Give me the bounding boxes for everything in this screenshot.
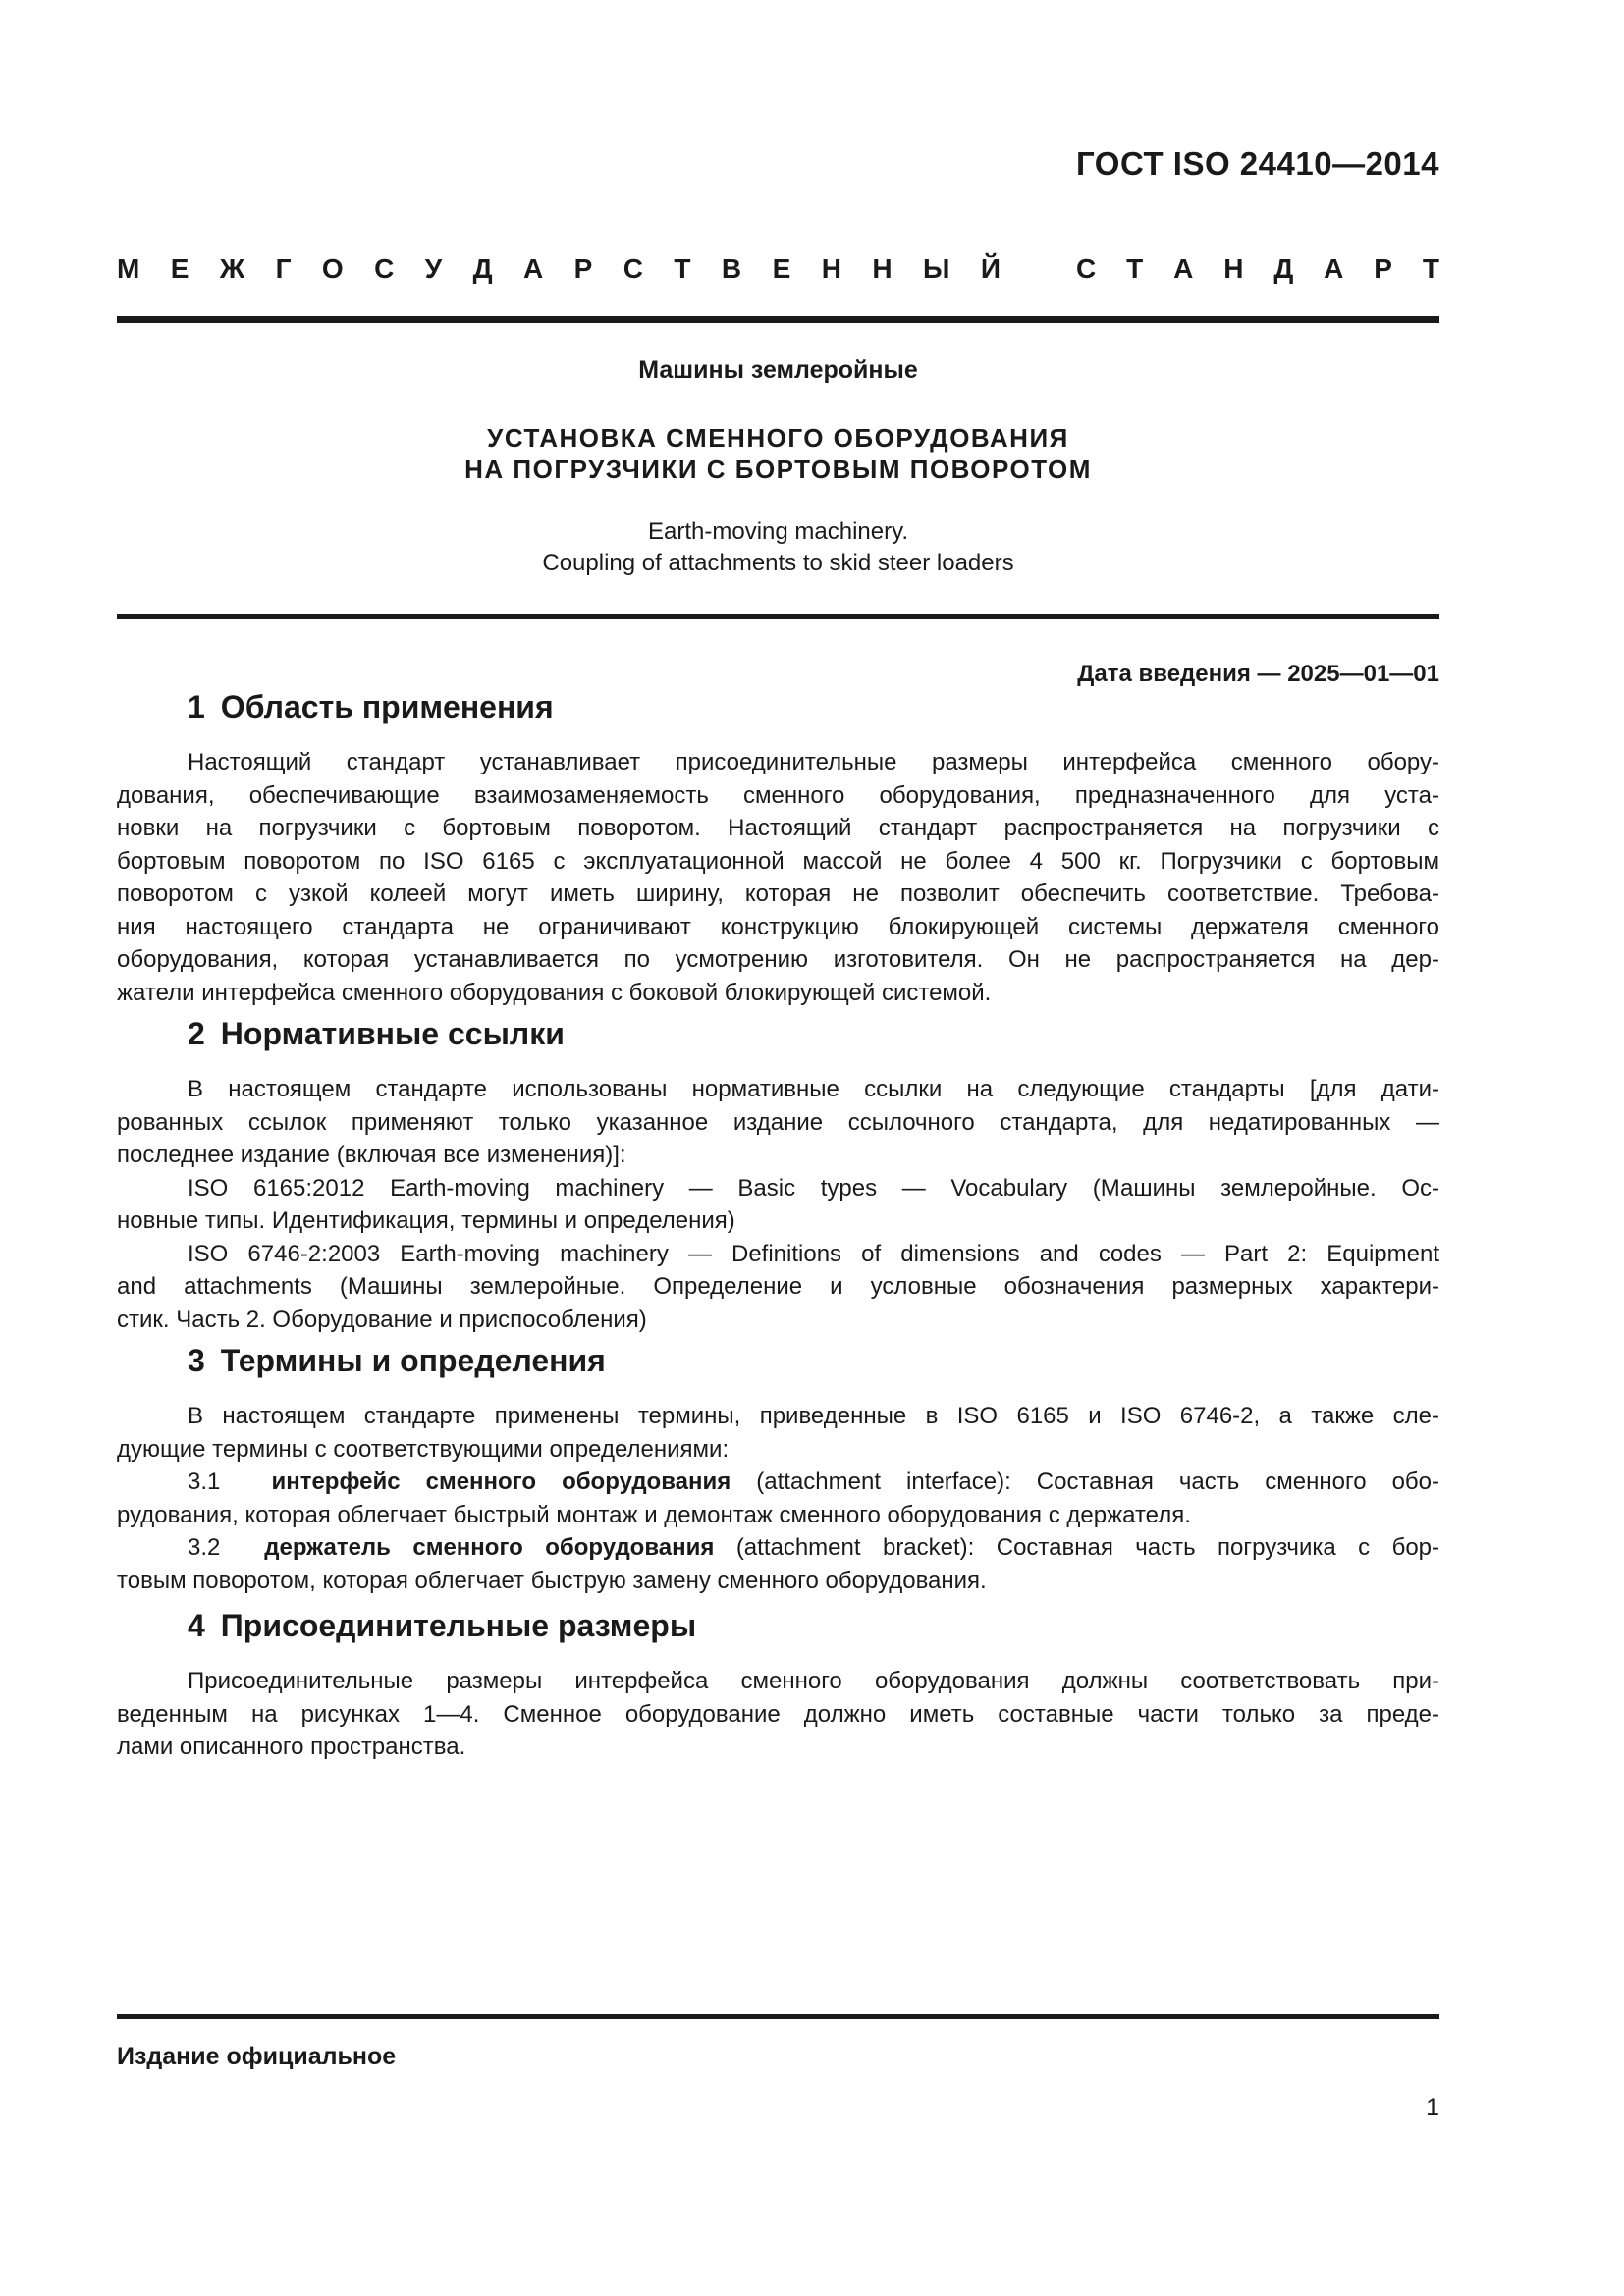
- banner-letter: С: [623, 253, 643, 284]
- section-4-heading: [188, 1608, 696, 1644]
- document-code: ГОСТ ISO 24410—2014: [1076, 145, 1439, 182]
- paragraph-line: дующие термины с соответствующими определениями:: [117, 1435, 730, 1463]
- banner-letter: Н: [821, 253, 841, 284]
- section-title: Нормативные ссылки: [220, 1016, 565, 1051]
- banner-letter: С: [1076, 253, 1097, 284]
- paragraph-line: В настоящем стандарте применены термины, приведенные в ISO 6165 и ISO 6746-2, а также сле-: [188, 1403, 1439, 1429]
- banner-letter: Д: [472, 253, 493, 284]
- paragraph-line: новки на погрузчики с бортовым поворотом. Настоящий стандарт распространяется на погрузчики с: [117, 815, 1439, 841]
- paragraph-line: Настоящий стандарт устанавливает присоединительные размеры интерфейса сменного обору-: [188, 749, 1439, 775]
- section-number: 2: [188, 1016, 205, 1051]
- paragraph-line: поворотом с узкой колеей могут иметь ширину, которая не позволит обеспечить соответствие. Требова-: [117, 881, 1439, 907]
- paragraph-line: последнее издание (включая все изменения)]:: [117, 1142, 626, 1168]
- footer-divider: [117, 2014, 1439, 2019]
- paragraph-line: ISO 6746-2:2003 Earth-moving machinery — Definitions of dimensions and codes — Part 2: Equipment: [188, 1240, 1439, 1267]
- term-3-2-line-2: товым поворотом, которая облегчает быструю замену сменного оборудования.: [117, 1567, 987, 1594]
- section-title: Присоединительные размеры: [220, 1608, 697, 1643]
- english-title: [117, 516, 1439, 579]
- paragraph-line: ISO 6165:2012 Earth-moving machinery — Basic types — Vocabulary (Машины землеройные. Ос-: [188, 1174, 1439, 1201]
- section-4-body: [117, 1665, 1439, 1764]
- document-subtitle: Машины землеройные: [638, 356, 918, 384]
- document-page: [117, 0, 1439, 2296]
- banner-letter: Н: [872, 253, 893, 284]
- banner-letter: А: [1173, 253, 1194, 284]
- section-3-body: [117, 1400, 1439, 1597]
- document-title: [117, 422, 1439, 485]
- interstate-word-1: [117, 253, 1001, 285]
- banner-letter: Г: [275, 253, 292, 284]
- section-number: 4: [188, 1608, 205, 1643]
- interstate-word-2: [1076, 253, 1439, 285]
- english-title-line-2: Coupling of attachments to skid steer loaders: [542, 550, 1014, 576]
- paragraph-line: веденным на рисунках 1—4. Сменное оборудование должно иметь составные части только за преде-: [117, 1700, 1439, 1728]
- paragraph-line: оборудования, которая устанавливается по усмотрению изготовителя. Он не распространяется на дер-: [117, 946, 1439, 973]
- paragraph-line: Присоединительные размеры интерфейса сменного оборудования должны соответствовать при-: [188, 1668, 1439, 1694]
- paragraph-line: дования, обеспечивающие взаимозаменяемость сменного оборудования, предназначенного для уста-: [117, 781, 1439, 809]
- banner-letter: В: [721, 253, 742, 284]
- paragraph-line: лами описанного пространства.: [117, 1734, 466, 1760]
- banner-letter: А: [522, 253, 544, 284]
- paragraph-line: and attachments (Машины землеройные. Определение и условные обозначения размерных характери-: [117, 1273, 1439, 1300]
- banner-letter: О: [321, 253, 344, 284]
- title-divider: [117, 614, 1439, 619]
- section-number: 1: [188, 689, 205, 724]
- introduction-date: Дата введения — 2025—01—01: [1077, 661, 1439, 687]
- banner-letter: У: [424, 253, 443, 284]
- paragraph-line: жатели интерфейса сменного оборудования с боковой блокирующей системой.: [117, 979, 992, 1006]
- section-3-heading: [188, 1343, 606, 1379]
- paragraph-line: рованных ссылок применяют только указанное издание ссылочного стандарта, для недатированных —: [117, 1108, 1439, 1136]
- title-line-1: УСТАНОВКА СМЕННОГО ОБОРУДОВАНИЯ: [487, 423, 1069, 453]
- term-3-1: интерфейс сменного оборудования: [271, 1468, 731, 1495]
- section-2-body: [117, 1073, 1439, 1336]
- term-3-2: держатель сменного оборудования: [264, 1534, 715, 1561]
- term-3-1-line-2: рудования, которая облегчает быстрый монтаж и демонтаж сменного оборудования с держателя.: [117, 1501, 1191, 1528]
- banner-letter: А: [1324, 253, 1344, 284]
- english-title-line-1: Earth-moving machinery.: [648, 518, 908, 545]
- banner-letter: Ы: [923, 253, 950, 284]
- banner-letter: М: [117, 253, 140, 284]
- section-1-body: [117, 746, 1439, 1009]
- banner-letter: Т: [674, 253, 691, 284]
- interstate-standard-banner: [117, 253, 1439, 285]
- paragraph-line: стик. Часть 2. Оборудование и приспособления): [117, 1306, 647, 1333]
- banner-letter: Т: [1126, 253, 1144, 284]
- official-edition-label: Издание официальное: [117, 2043, 397, 2070]
- paragraph-line: бортовым поворотом по ISO 6165 с эксплуатационной массой не более 4 500 кг. Погрузчики с бортовым: [117, 847, 1439, 875]
- banner-letter: Н: [1223, 253, 1244, 284]
- page-number: 1: [1426, 2094, 1439, 2121]
- term-3-2-line-1: 3.2 держатель сменного оборудования (attachment bracket): Составная часть погрузчика с бор-: [188, 1534, 1440, 1561]
- banner-letter: Р: [573, 253, 593, 284]
- paragraph-line: В настоящем стандарте использованы нормативные ссылки на следующие стандарты [для дати-: [188, 1076, 1439, 1102]
- title-line-2: НА ПОГРУЗЧИКИ С БОРТОВЫМ ПОВОРОТОМ: [464, 454, 1092, 484]
- paragraph-line: новные типы. Идентификация, термины и определения): [117, 1207, 735, 1234]
- banner-letter: Е: [772, 253, 791, 284]
- section-2-heading: [188, 1016, 565, 1052]
- section-1-heading: [188, 689, 554, 725]
- banner-letter: С: [374, 253, 395, 284]
- banner-letter: Р: [1374, 253, 1392, 284]
- section-title: Термины и определения: [220, 1343, 606, 1378]
- top-divider: [117, 316, 1439, 323]
- banner-letter: Т: [1422, 253, 1439, 284]
- banner-letter: Ж: [219, 253, 245, 284]
- banner-letter: Й: [980, 253, 1001, 284]
- banner-letter: Д: [1273, 253, 1294, 284]
- term-3-1-line-1: 3.1 интерфейс сменного оборудования (attachment interface): Составная часть сменного обо-: [188, 1468, 1439, 1495]
- paragraph-line: ния настоящего стандарта не ограничивают конструкцию блокирующей системы держателя сменного: [117, 913, 1439, 940]
- banner-letter: Е: [170, 253, 189, 284]
- section-number: 3: [188, 1343, 205, 1378]
- section-title: Область применения: [220, 689, 554, 724]
